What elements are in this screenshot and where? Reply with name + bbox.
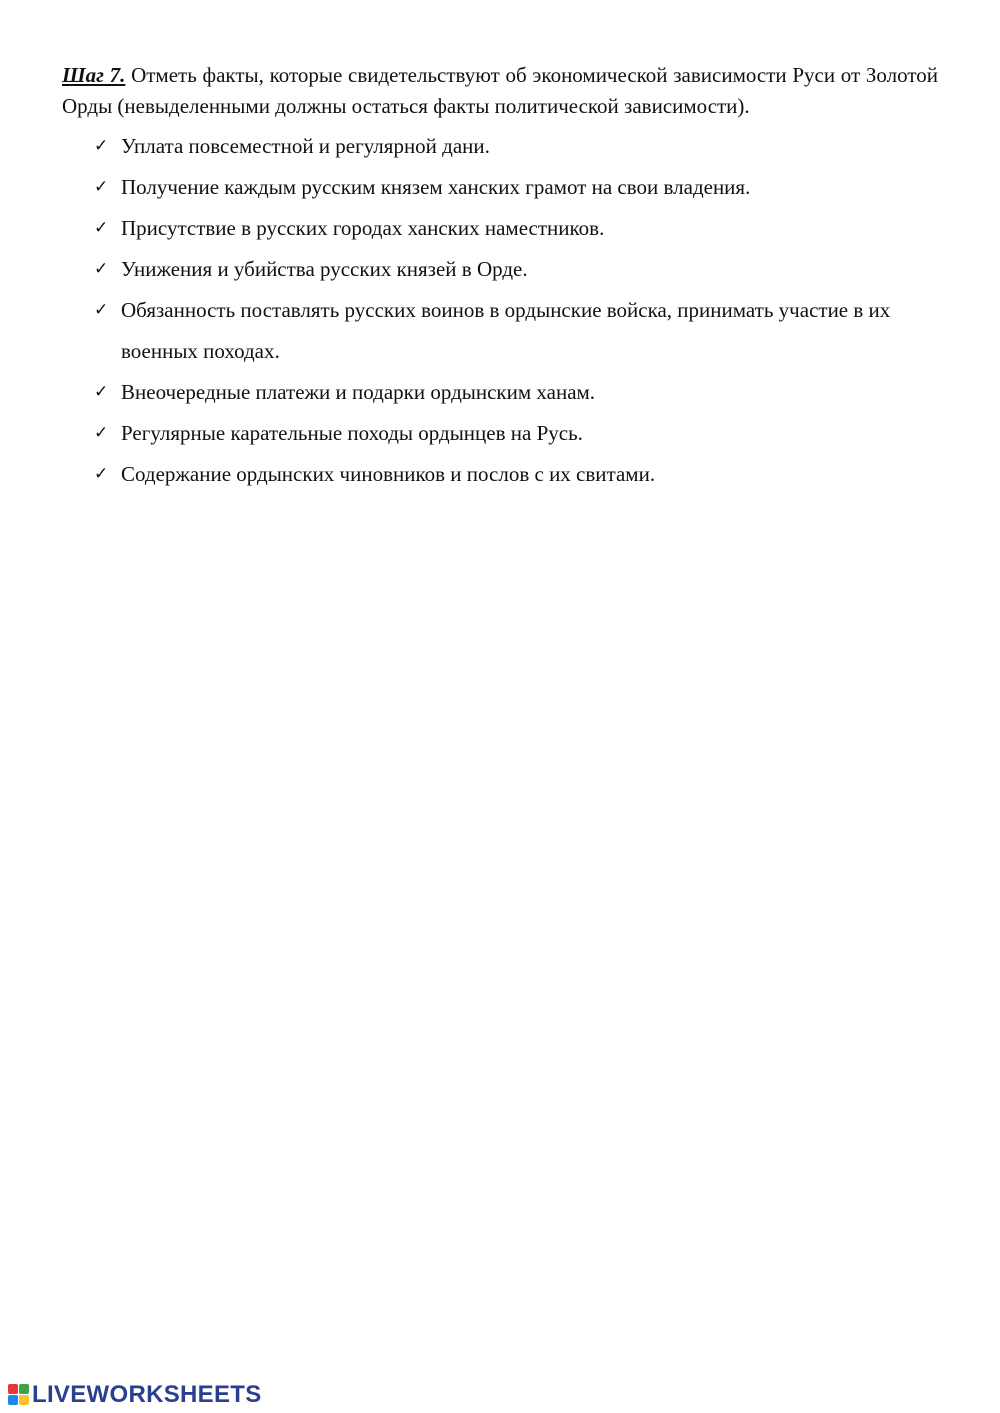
fact-item[interactable] [94, 249, 944, 290]
checkmark-icon: ✓ [94, 423, 109, 443]
checkmark-icon: ✓ [94, 218, 109, 238]
task-step-label: Шаг 7. [62, 63, 126, 87]
fact-item[interactable] [94, 372, 944, 413]
logo-square-blue [8, 1395, 18, 1405]
fact-item[interactable] [94, 413, 944, 454]
liveworksheets-logo[interactable] [8, 1380, 262, 1410]
facts-list [94, 126, 944, 495]
checkmark-icon: ✓ [94, 382, 109, 402]
fact-text: Уплата повсеместной и регулярной дани. [121, 134, 490, 158]
checkmark-icon: ✓ [94, 464, 109, 484]
logo-square-red [8, 1384, 18, 1394]
fact-text: Внеочередные платежи и подарки ордынским ханам. [121, 380, 596, 404]
liveworksheets-logo-text: LIVEWORKSHEETS [32, 1381, 262, 1408]
fact-text: Получение каждым русским князем ханских грамот на свои владения. [121, 175, 751, 199]
fact-text: Присутствие в русских городах ханских наместников. [121, 216, 605, 240]
liveworksheets-logo-icon [8, 1384, 30, 1406]
checkmark-icon: ✓ [94, 300, 109, 320]
logo-square-green [19, 1384, 29, 1394]
fact-text: Унижения и убийства русских князей в Орде. [121, 257, 528, 281]
task-instruction [62, 60, 938, 122]
checkmark-icon: ✓ [94, 259, 109, 279]
fact-text: Содержание ордынских чиновников и послов с их свитами. [121, 462, 656, 486]
fact-item[interactable] [94, 167, 944, 208]
fact-text: Регулярные карательные походы ордынцев на Русь. [121, 421, 583, 445]
logo-square-yellow [19, 1395, 29, 1405]
fact-item[interactable] [94, 290, 944, 372]
fact-item[interactable] [94, 208, 944, 249]
fact-item[interactable] [94, 454, 944, 495]
checkmark-icon: ✓ [94, 136, 109, 156]
fact-item[interactable] [94, 126, 944, 167]
fact-text: Обязанность поставлять русских воинов в ордынские войска, принимать участие в их военных походах. [121, 298, 891, 363]
task-text: Отметь факты, которые свидетельствуют об экономической зависимости Руси от Золотой Орды (невыделенными должны остаться факты политической зависимости). [62, 63, 938, 118]
checkmark-icon: ✓ [94, 177, 109, 197]
